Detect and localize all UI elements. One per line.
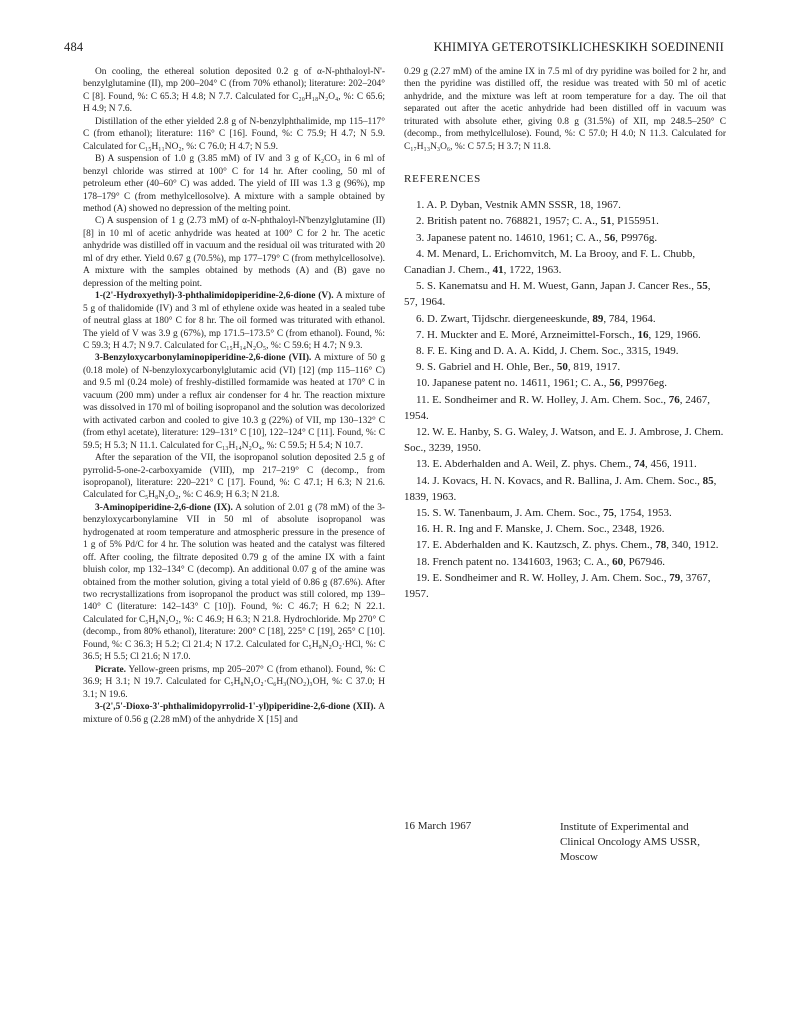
reference-item	[404, 327, 726, 343]
reference-text: 8. F. E. King and D. A. A. Kidd, J. Chem. Soc., 3315, 1949.	[416, 345, 679, 357]
reference-volume: 76	[668, 393, 680, 406]
references-heading: REFERENCES	[404, 173, 482, 186]
institution-line: Institute of Experimental and	[560, 821, 689, 833]
reference-volume: 74	[633, 458, 645, 471]
page-number: 484	[64, 40, 84, 54]
reference-item	[404, 505, 726, 521]
reference-text: 19. E. Sondheimer and R. W. Holley, J. Am. Chem. Soc.,	[416, 571, 670, 584]
reference-volume: 56	[604, 231, 616, 244]
paragraph-text: A mixture of 0.56 g (2.28 mM) of the anhydride X [15] and	[83, 702, 385, 725]
paragraph-text: Distillation of the ether yielded 2.8 g of N-benzylphthalimide, mp 115–117° C (from ethanol); literature: 116° C [16]. Found, %: C 75.9; H 4.7; N 5.9. Calculated for C₁₅H₁₁NO₂, %: C 76.0; H 4.7; N 5.9.	[83, 116, 385, 152]
compound-heading: 1-(2'-Hydroxyethyl)-3-phthalimidopiperidine-2,6-dione (V).	[95, 291, 334, 302]
reference-item	[404, 213, 726, 229]
reference-text: 9. S. Gabriel and H. Ohle, Ber.,	[416, 361, 557, 374]
reference-pages: , P155951.	[611, 215, 659, 228]
body-paragraph: 0.29 g (2.27 mM) of the amine IX in 7.5 ml of dry pyridine was boiled for 2 hr, and then the pyridine was distilled off, the residue was treated with 50 ml of acetic anhydride, and the mixture was left at room temperature for a day. The oil that separated out after the acetic anhydride had been distilled off in vacuum was triturated with absolute ether, giving 0.8 g (31.5%) of XII, mp 248.5–250° C (decomp., from methylcellulose). Found, %: C 57.0; H 4.0; N 11.3. Calculated for C₁₇H₁₃N₃O₆, %: C 57.5; H 3.7; N 11.8.	[404, 67, 726, 152]
compound-heading: 3-Aminopiperidine-2,6-dione (IX).	[95, 502, 233, 513]
reference-pages: , 340, 1912.	[666, 539, 719, 552]
submission-date: 16 March 1967	[404, 820, 472, 832]
reference-pages: , 1754, 1953.	[613, 507, 672, 520]
reference-item	[404, 246, 726, 278]
reference-pages: , 57, 1964.	[404, 280, 711, 309]
paragraph-text: On cooling, the ethereal solution deposited 0.2 g of α-N-phthaloyl-N'-benzylglutamine (II), mp 200–204° C (from 70% ethanol); literature: 202–204° C [8]. Found, %: C 65.3; H 4.8; N 7.7. Calculated for C₂₀H₁₈N₂O₄, %: C 65.6; H 4.9; N 7.6.	[83, 67, 385, 115]
reference-text: 6. D. Zwart, Tijdschr. diergeneeskunde,	[416, 312, 593, 325]
journal-title: KHIMIYA GETEROTSIKLICHESKIKH SOEDINENII	[433, 40, 724, 54]
reference-volume: 56	[609, 377, 621, 390]
compound-heading: Picrate.	[95, 664, 126, 675]
paragraph-text: C) A suspension of 1 g (2.73 mM) of α-N-phthaloyl-N'benzylglutamine (II) [8] in 10 ml of acetic anhydride was heated at 100° C for 2 hr. The acetic anhydride was distilled off in vacuum and the residual oil was triturated with 20 ml of dry ether. Yield 0.67 g (70.5%), mp 177–179° C (from methylcellosolve). A mixture with the samples obtained by methods (A) and (B) gave no depression of the melting point.	[83, 216, 385, 289]
body-paragraph	[83, 153, 385, 215]
reference-text: 18. French patent no. 1341603, 1963; C. A.,	[416, 555, 613, 568]
references-list	[404, 197, 726, 602]
reference-item	[404, 278, 726, 310]
reference-volume: 41	[492, 263, 504, 276]
reference-pages: , 2467, 1954.	[404, 393, 711, 422]
reference-item	[404, 230, 726, 246]
paragraph-text: A mixture of 50 g (0.18 mole) of N-benzyloxycarbonylglutamic acid (VI) [12] (mp 115–116° C) and 9.5 ml (0.24 mole) of freshly-distilled formamide was heated at 170° C in vacuum (200 mm) under a reflux air condenser for 4 hr. The reaction mixture was dissolved in 170 ml of boiling isopropanol and the solution was decolorized with activated carbon and cooled to give 10.3 g (22%) of VII, mp 130–132° C (from ethyl acetate), literature: 129–131° C [10], 122–124° C [11]. Found, %: C 59.5; H 5.3; N 11.1. Calculated for C₁₃H₁₄N₂O₄, %: C 59.5; H 5.4; N 10.7.	[83, 353, 386, 451]
reference-text: 10. Japanese patent no. 14611, 1961; C. A.,	[416, 377, 610, 390]
body-paragraph	[83, 352, 385, 452]
reference-pages: , 1839, 1963.	[404, 474, 717, 503]
reference-pages: , 819, 1917.	[567, 361, 621, 374]
reference-item	[404, 554, 726, 570]
reference-pages: , P67946.	[623, 555, 666, 568]
reference-item	[404, 343, 726, 359]
reference-pages: , 129, 1966.	[648, 328, 701, 341]
reference-item	[404, 375, 726, 391]
reference-text: 1. A. P. Dyban, Vestnik AMN SSSR, 18, 1967.	[416, 199, 621, 212]
institution-address	[560, 820, 740, 865]
body-paragraph	[83, 215, 385, 290]
reference-item	[404, 197, 726, 213]
reference-item	[404, 570, 726, 602]
reference-text: 3. Japanese patent no. 14610, 1961; C. A.,	[416, 231, 605, 244]
reference-text: 16. H. R. Ing and F. Manske, J. Chem. Soc., 2348, 1926.	[416, 523, 665, 536]
reference-item	[404, 521, 726, 537]
reference-text: 7. H. Muckter and E. Moré, Arzneimittel-Forsch.,	[416, 328, 638, 341]
reference-text: 4. M. Menard, L. Erichomvitch, M. La Brooy, and F. L. Chubb, Canadian J. Chem.,	[404, 247, 696, 276]
reference-item	[404, 537, 726, 553]
body-paragraph	[83, 66, 385, 116]
reference-item	[404, 473, 726, 505]
reference-pages: , 784, 1964.	[603, 312, 656, 325]
institution-line: Moscow	[560, 851, 598, 863]
reference-pages: , 1722, 1963.	[503, 263, 562, 276]
reference-pages: , 3767, 1957.	[404, 571, 711, 601]
reference-item	[404, 359, 726, 375]
paragraph-text: A mixture of 5 g of thalidomide (IV) and 3 ml of ethylene oxide was heated in a sealed tube of neutral glass at 180° C for 8 hr. The oil formed was triturated with ethanol. The yield of V was 3.9 g (67%), mp 171.5–173.5° C (from ethanol). Found, %: C 59.3; H 4.7; N 9.7. Calculated for C₁₅H₁₄N₂O₅, %: C 59.6; H 4.7; N 9.3.	[83, 291, 385, 351]
reference-volume: 55	[696, 280, 708, 293]
body-paragraph	[83, 664, 385, 701]
reference-pages: , P9976eg.	[620, 377, 668, 390]
reference-text: 14. J. Kovacs, H. N. Kovacs, and R. Ballina, J. Am. Chem. Soc.,	[416, 474, 703, 487]
reference-volume: 78	[655, 539, 667, 552]
reference-pages: , P9976g.	[615, 231, 658, 244]
reference-item	[404, 456, 726, 472]
reference-pages: , 456, 1911.	[644, 458, 697, 471]
body-paragraph	[83, 502, 385, 664]
reference-text: 13. E. Abderhalden and A. Weil, Z. phys. Chem.,	[416, 458, 634, 471]
left-column	[83, 66, 385, 726]
reference-text: 2. British patent no. 768821, 1957; C. A.,	[416, 215, 601, 228]
reference-volume: 85	[702, 474, 714, 487]
body-paragraph	[83, 116, 385, 153]
right-column	[404, 66, 726, 602]
paragraph-text: A solution of 2.01 g (78 mM) of the 3-benzyloxycarbonylamine VII in 50 ml of absolute isopropanol was hydrogenated at room temperature and atmospheric pressure in the presence of 1 g of 5% Pd/C for 4 hr. The solution was heated and the catalyst was filtered off. After cooling, the filtrate deposited 0.79 g of the amine IX with a faint bluish color, mp 132–134° C (decomp). An additional 0.07 g of the amine was obtained from the mother solution, giving a total yield of 0.86 g (87.6%). After two recrystallizations from isopropanol the product was still colored, mp 139–140° C (literature: 142–143° C [10]). Found, %: C 46.7; H 6.2; N 22.1. Calculated for C₅H₈N₂O₂, %: C 46.9; H 6.3; N 21.8. Hydrochloride. Mp 270° C (decomp., from 80% ethanol), literature: 200° C [18], 225° C [19], 265° C [10]. Found, %: C 36.3; H 5.2; Cl 21.4; N 17.2. Calculated for C₅H₈N₂O₂·HCl, %: C 36.5; H 5.5; Cl 21.6; N 17.0.	[83, 502, 386, 663]
reference-volume: 16	[637, 328, 649, 341]
reference-volume: 60	[612, 555, 624, 568]
paragraph-text: After the separation of the VII, the isopropanol solution deposited 2.5 g of pyrrolid-5-one-2-carboxyamide (VIII), mp 217–219° C (decomp., from isopropanol), literature: 220–221° C [17]. Found, %: C 47.1; H 6.3; N 21.6. Calculated for C₅H₈N₂O₂, %: C 46.9; H 6.3; N 21.8.	[83, 453, 385, 501]
reference-item	[404, 424, 726, 456]
reference-volume: 79	[669, 571, 681, 584]
reference-volume: 89	[592, 312, 604, 325]
institution-line: Clinical Oncology AMS USSR,	[560, 836, 700, 848]
reference-volume: 75	[602, 507, 614, 520]
reference-volume: 51	[600, 215, 612, 228]
reference-item	[404, 311, 726, 327]
reference-text: 11. E. Sondheimer and R. W. Holley, J. Am. Chem. Soc.,	[416, 393, 669, 406]
reference-volume: 50	[556, 361, 568, 374]
paragraph-text: Yellow-green prisms, mp 205–207° C (from ethanol). Found, %: C 36.9; H 3.1; N 19.7. Calculated for C₅H₈N₂O₂·C₆H₃(NO₂)₃OH, %: C 37.0; H 3.1; N 19.6.	[83, 664, 385, 700]
reference-text: 5. S. Kanematsu and H. M. Wuest, Gann, Japan J. Cancer Res.,	[416, 280, 697, 293]
body-paragraph	[83, 452, 385, 502]
paragraph-text: B) A suspension of 1.0 g (3.85 mM) of IV and 3 g of K₂CO₃ in 6 ml of benzyl chloride was stirred at 100° C for 14 hr. After cooling, 50 ml of petroleum ether (40–60° C) was added. The yield of III was 1.3 g (96%), mp 178–179° C (from methylcellosolve). A mixture with a sample obtained by method (A) showed no depression of the melting point.	[83, 154, 385, 214]
body-paragraph	[83, 701, 385, 726]
compound-heading: 3-(2',5'-Dioxo-3'-phthalimidopyrrolid-1'-yl)piperidine-2,6-dione (XII).	[95, 702, 376, 713]
reference-item	[404, 392, 726, 424]
reference-text: 17. E. Abderhalden and K. Kautzsch, Z. phys. Chem.,	[416, 539, 656, 552]
reference-text: 12. W. E. Hanby, S. G. Waley, J. Watson, and E. J. Ambrose, J. Chem. Soc., 3239, 1950.	[404, 426, 724, 455]
compound-heading: 3-Benzyloxycarbonylaminopiperidine-2,6-dione (VII).	[95, 353, 312, 364]
body-paragraph	[83, 290, 385, 352]
reference-text: 15. S. W. Tanenbaum, J. Am. Chem. Soc.,	[416, 507, 603, 520]
